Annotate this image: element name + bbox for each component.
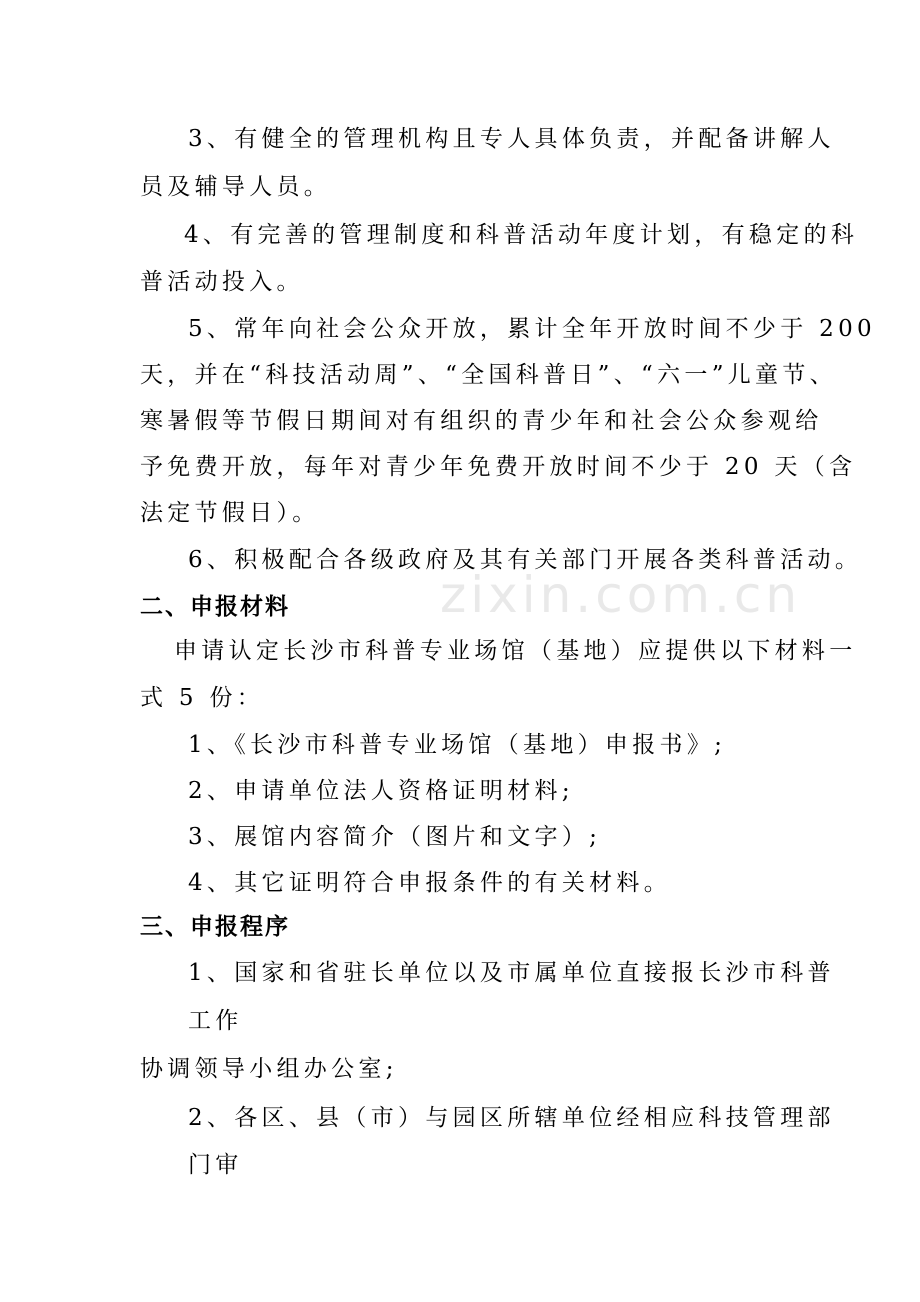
- section-heading-procedure: 三、申报程序: [140, 914, 290, 940]
- item-6-line-1: 6、积极配合各级政府及其有关部门开展各类科普活动。: [188, 547, 863, 573]
- item-5-line-5: 法定节假日）。: [140, 500, 320, 526]
- material-item-2: 2、申请单位法人资格证明材料;: [188, 778, 574, 804]
- procedure-item-2-line-2: 门审: [188, 1152, 243, 1178]
- procedure-item-1-line-3: 协调领导小组办公室;: [140, 1056, 398, 1082]
- item-5-line-3: 寒暑假等节假日期间对有组织的青少年和社会公众参观给: [140, 408, 823, 434]
- materials-intro-line-2: 式 5 份：: [140, 685, 265, 711]
- item-5-line-4: 予免费开放，每年对青少年免费开放时间不少于 20 天（含: [140, 454, 857, 480]
- section-heading-materials: 二、申报材料: [140, 594, 290, 620]
- material-item-3: 3、展馆内容简介（图片和文字）;: [188, 824, 602, 850]
- item-5-line-1: 5、常年向社会公众开放，累计全年开放时间不少于 200: [188, 316, 876, 342]
- procedure-item-2-line-1: 2、各区、县（市）与园区所辖单位经相应科技管理部: [188, 1105, 835, 1131]
- watermark: zixin.com.cn: [440, 566, 802, 624]
- procedure-item-1-line-2: 工作: [188, 1008, 243, 1034]
- materials-intro-line-1: 申请认定长沙市科普专业场馆（基地）应提供以下材料一: [174, 638, 857, 664]
- item-5-line-2: 天，并在“科技活动周”、“全国科普日”、“六一”儿童节、: [140, 362, 837, 388]
- procedure-item-1-line-1: 1、国家和省驻长单位以及市属单位直接报长沙市科普: [188, 960, 835, 986]
- item-4-line-1: 4、有完善的管理制度和科普活动年度计划，有稳定的科: [184, 222, 859, 248]
- item-4-line-2: 普活动投入。: [140, 269, 304, 295]
- material-item-4: 4、其它证明符合申报条件的有关材料。: [188, 870, 672, 896]
- item-3-line-1: 3、有健全的管理机构且专人具体负责，并配备讲解人: [188, 126, 835, 152]
- item-3-line-2: 员及辅导人员。: [140, 174, 332, 200]
- material-item-1: 1、《长沙市科普专业场馆（基地）申报书》;: [188, 732, 727, 758]
